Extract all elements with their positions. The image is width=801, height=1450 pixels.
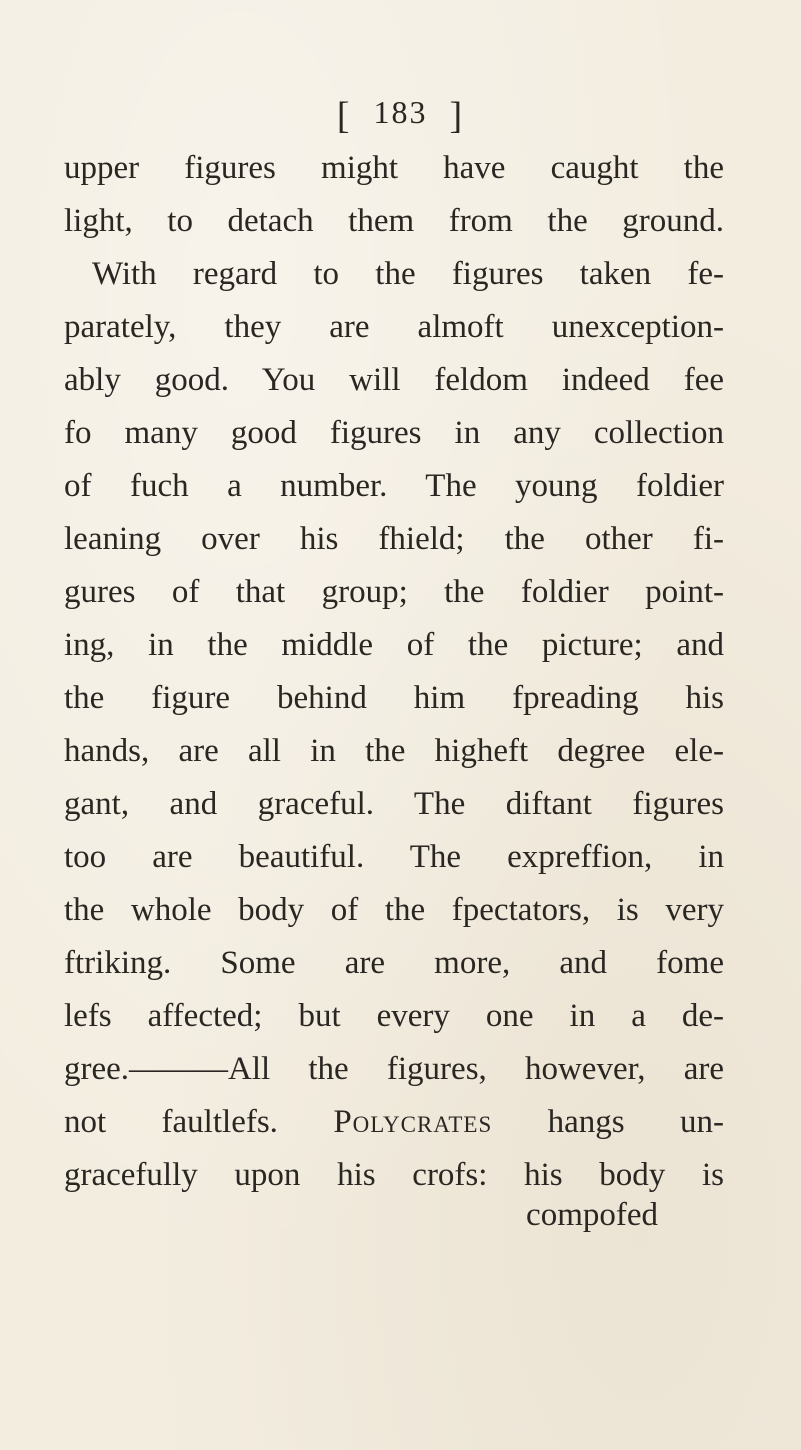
text-line: of fuch a number. The young foldier <box>64 468 724 504</box>
text-line: light, to detach them from the ground. <box>64 203 724 239</box>
text-line: gracefully upon his crofs: his body is <box>64 1157 724 1193</box>
page-number: 183 <box>373 94 428 130</box>
text-line: hands, are all in the higheft degree ele- <box>64 733 724 769</box>
text-line: parately, they are almoft unexception- <box>64 309 724 345</box>
text-line: gures of that group; the foldier point- <box>64 574 724 610</box>
text-line: fo many good figures in any collection <box>64 415 724 451</box>
text-line: gant, and graceful. The diftant figures <box>64 786 724 822</box>
text-line: ftriking. Some are more, and fome <box>64 945 724 981</box>
page-header <box>0 94 801 137</box>
text-line: gree.———All the figures, however, are <box>64 1051 724 1087</box>
body-text <box>64 142 724 1202</box>
person-name-polycrates: Polycrates <box>333 1104 493 1140</box>
header-close-bracket: ] <box>449 95 465 137</box>
text-line: too are beautiful. The expreffion, in <box>64 839 724 875</box>
text-line: the whole body of the fpectators, is very <box>64 892 724 928</box>
text-fragment: not faultlefs. <box>64 1104 278 1140</box>
catchword: compofed <box>526 1197 658 1233</box>
header-open-bracket: [ <box>336 95 352 137</box>
text-line <box>64 1096 724 1149</box>
text-line: With regard to the figures taken fe- <box>92 256 724 292</box>
text-line: upper figures might have caught the <box>64 150 724 186</box>
text-line: lefs affected; but every one in a de- <box>64 998 724 1034</box>
text-line: the figure behind him fpreading his <box>64 680 724 716</box>
text-fragment: hangs un- <box>547 1104 725 1140</box>
text-line: ably good. You will feldom indeed fee <box>64 362 724 398</box>
text-line: leaning over his fhield; the other fi- <box>64 521 724 557</box>
text-line: ing, in the middle of the picture; and <box>64 627 724 663</box>
